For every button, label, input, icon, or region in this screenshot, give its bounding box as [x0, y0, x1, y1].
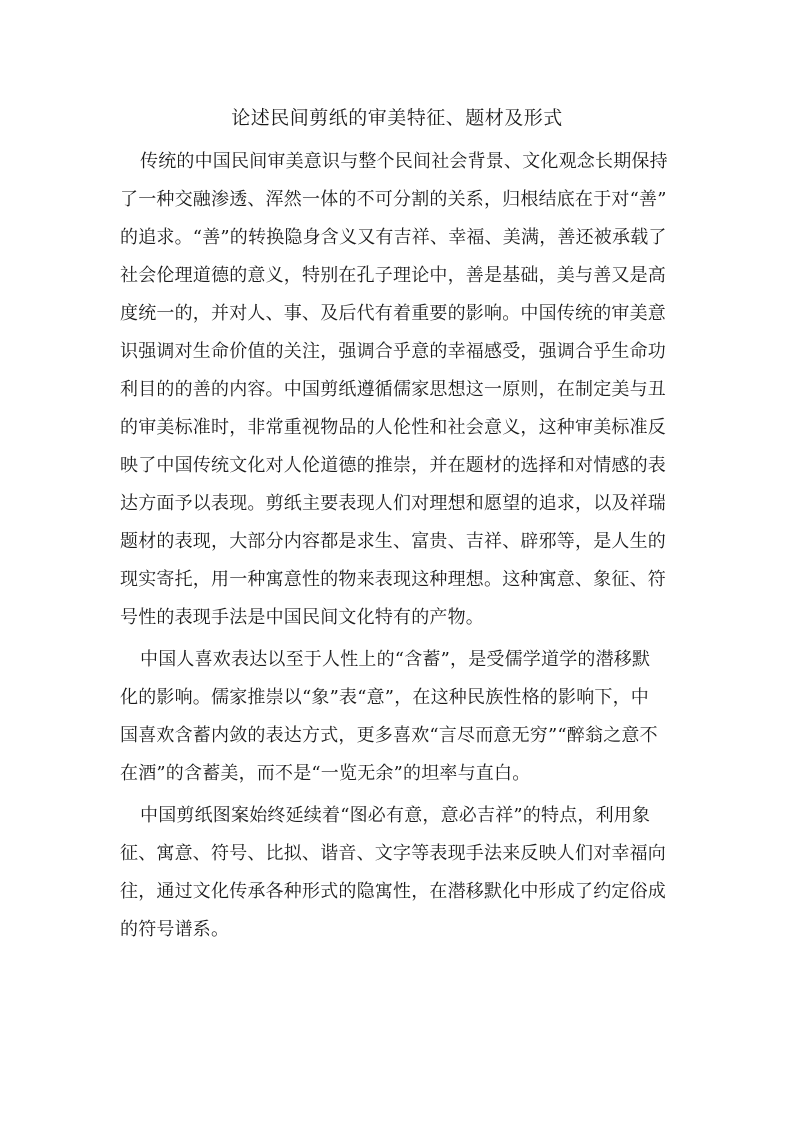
text-line: 了一种交融渗透、浑然一体的不可分割的关系，归根结底在于对“善”	[120, 189, 667, 210]
document-title: 论述民间剪纸的审美特征、题材及形式	[231, 107, 563, 129]
text-line: 识强调对生命价值的关注，强调合乎意的幸福感受，强调合乎生命功	[120, 341, 666, 362]
text-line: 现实寄托，用一种寓意性的物来表现这种理想。这种寓意、象征、符	[120, 569, 666, 590]
paragraph-2	[120, 641, 676, 793]
text-line: 往，通过文化传承各种形式的隐寓性，在潜移默化中形成了约定俗成	[120, 881, 666, 902]
text-line: 的符号谱系。	[120, 919, 230, 940]
text-line: 的追求。“善”的转换隐身含义又有吉祥、幸福、美满，善还被承载了	[120, 227, 667, 248]
paragraph-3	[120, 797, 676, 949]
text-line: 征、寓意、符号、比拟、谐音、文字等表现手法来反映人们对幸福向	[120, 843, 666, 864]
text-line: 映了中国传统文化对人伦道德的推崇，并在题材的选择和对情感的表	[120, 455, 666, 476]
text-line: 度统一的，并对人、事、及后代有着重要的影响。中国传统的审美意	[120, 303, 666, 324]
document-body	[120, 143, 676, 953]
text-line: 中国人喜欢表达以至于人性上的“含蓄”，是受儒学道学的潜移默	[140, 649, 651, 670]
text-line: 的审美标准时，非常重视物品的人伦性和社会意义，这种审美标准反	[120, 417, 666, 438]
text-line: 在酒”的含蓄美，而不是“一览无余”的坦率与直白。	[120, 763, 531, 784]
text-line: 传统的中国民间审美意识与整个民间社会背景、文化观念长期保持	[140, 151, 668, 172]
text-line: 题材的表现，大部分内容都是求生、富贵、吉祥、辟邪等，是人生的	[120, 531, 666, 552]
text-line: 达方面予以表现。剪纸主要表现人们对理想和愿望的追求，以及祥瑞	[120, 493, 666, 514]
text-line: 中国剪纸图案始终延续着“图必有意，意必吉祥”的特点，利用象	[140, 805, 651, 826]
paragraph-1	[120, 143, 676, 637]
text-line: 号性的表现手法是中国民间文化特有的产物。	[120, 607, 484, 628]
text-line: 利目的的善的内容。中国剪纸遵循儒家思想这一原则，在制定美与丑	[120, 379, 666, 400]
text-line: 社会伦理道德的意义，特别在孔子理论中，善是基础，美与善又是高	[120, 265, 666, 286]
text-line: 国喜欢含蓄内敛的表达方式，更多喜欢“言尽而意无穷”“醉翁之意不	[120, 725, 658, 746]
text-line: 化的影响。儒家推崇以“象”表“意”，在这种民族性格的影响下，中	[120, 687, 650, 708]
